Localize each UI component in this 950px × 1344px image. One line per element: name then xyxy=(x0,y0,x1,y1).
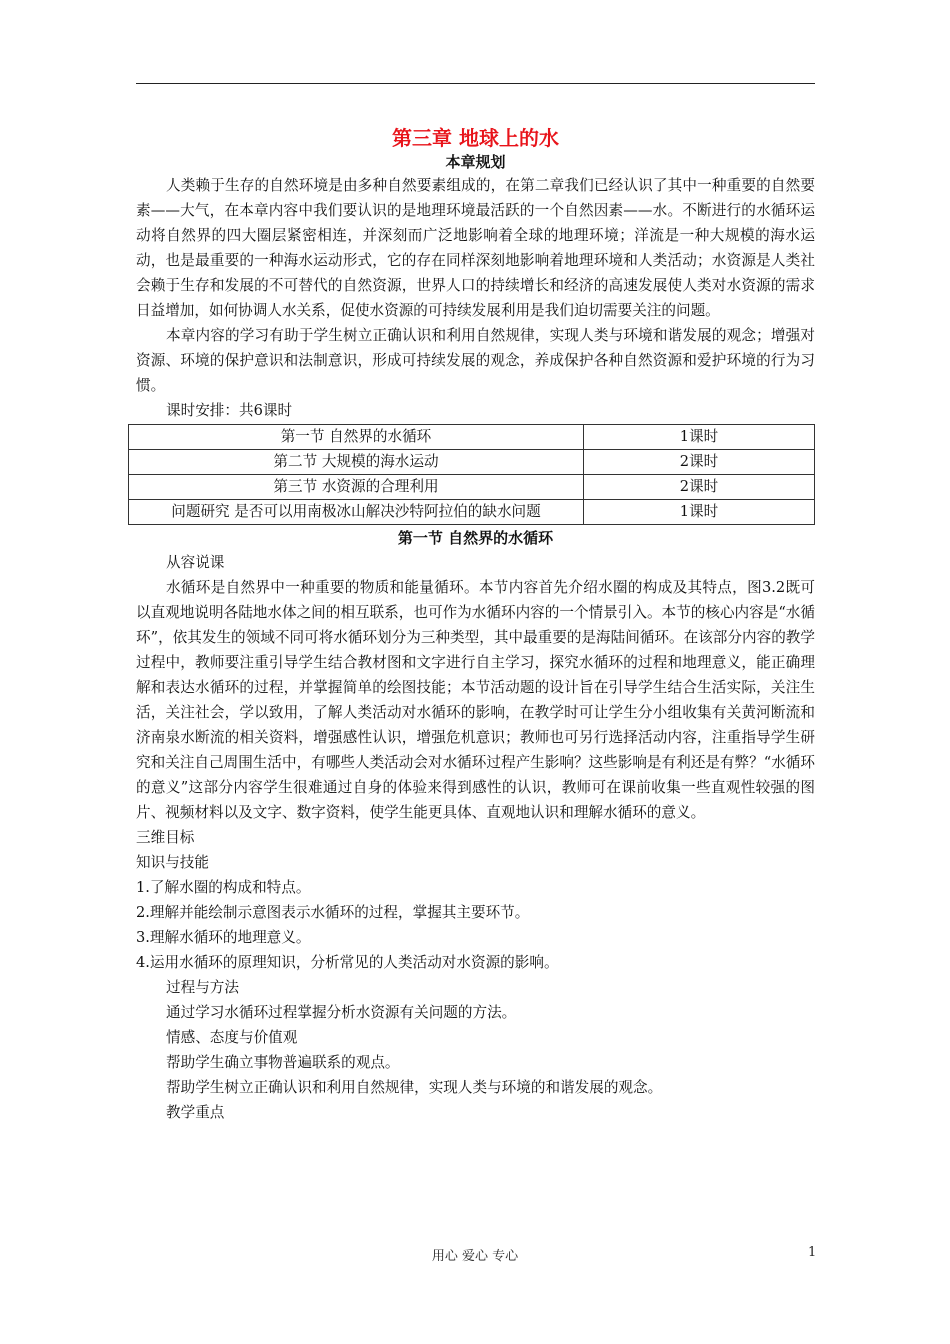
process-text: 通过学习水循环过程掌握分析水资源有关问题的方法。 xyxy=(166,1004,517,1021)
process-heading: 过程与方法 xyxy=(166,979,239,996)
section-title: 第一节 自然界的水循环 xyxy=(397,529,554,547)
schedule-label: 课时安排：共6课时 xyxy=(166,402,293,419)
chapter-plan-heading: 本章规划 xyxy=(445,153,506,171)
knowledge-item: 4.运用水循环的原理知识，分析常见的人类活动对水资源的影响。 xyxy=(136,954,559,971)
table-row xyxy=(129,425,815,450)
hours-cell: 2课时 xyxy=(584,450,815,475)
hours-cell: 1课时 xyxy=(584,425,815,450)
emotion-item: 帮助学生确立事物普遍联系的观点。 xyxy=(166,1054,400,1071)
lesson-cell: 第二节 大规模的海水运动 xyxy=(129,450,584,475)
knowledge-heading: 知识与技能 xyxy=(136,854,209,871)
emotion-heading: 情感、态度与价值观 xyxy=(166,1029,298,1046)
page-number: 1 xyxy=(808,1245,817,1260)
lesson-cell: 第三节 水资源的合理利用 xyxy=(129,475,584,500)
emotion-item: 帮助学生树立正确认识和利用自然规律，实现人类与环境的和谐发展的观念。 xyxy=(166,1079,663,1096)
document-body xyxy=(136,125,815,1125)
focus-heading: 教学重点 xyxy=(166,1104,225,1121)
knowledge-item: 3.理解水循环的地理意义。 xyxy=(136,929,311,946)
knowledge-item: 1.了解水圈的构成和特点。 xyxy=(136,879,311,896)
knowledge-item: 2.理解并能绘制示意图表示水循环的过程，掌握其主要环节。 xyxy=(136,904,530,921)
talk-heading: 从容说课 xyxy=(166,554,225,571)
table-row xyxy=(129,450,815,475)
table-row xyxy=(129,500,815,525)
chapter-title: 第三章 地球上的水 xyxy=(392,126,559,150)
hours-cell: 1课时 xyxy=(584,500,815,525)
goals-heading: 三维目标 xyxy=(136,829,195,846)
lesson-cell: 问题研究 是否可以用南极冰山解决沙特阿拉伯的缺水问题 xyxy=(129,500,584,525)
table-row xyxy=(129,475,815,500)
lesson-cell: 第一节 自然界的水循环 xyxy=(129,425,584,450)
talk-paragraph: 水循环是自然界中一种重要的物质和能量循环。本节内容首先介绍水圈的构成及其特点，图3.2既可以直观地说明各陆地水体之间的相互联系，也可作为水循环内容的一个情景引入。本节的核心内容是“水循环”，依其发生的领域不同可将水循环划分为三种类型，其中最重要的是海陆间循环。在该部分内容的教学过程中，教师要注重引导学生结合教材图和文字进行自主学习，探究水循环的过程和地理意义，能正确理解和表达水循环的过程，并掌握简单的绘图技能；本节活动题的设计旨在引导学生结合生活实际，关注生活，关注社会，学以致用，了解人类活动对水循环的影响，在教学时可让学生分小组收集有关黄河断流和济南泉水断流的相关资料，增强感性认识，增强危机意识；教师也可另行选择活动内容，注重指导学生研究和关注自己周围生活中，有哪些人类活动会对水循环过程产生影响？这些影响是有利还是有弊？“水循环的意义”这部分内容学生很难通过自身的体验来得到感性的认识，教师可在课前收集一些直观性较强的图片、视频材料以及文字、数字资料，使学生能更具体、直观地认识和理解水循环的意义。 xyxy=(136,579,815,821)
hours-cell: 2课时 xyxy=(584,475,815,500)
schedule-table xyxy=(128,424,815,525)
intro-paragraph-2: 本章内容的学习有助于学生树立正确认识和利用自然规律，实现人类与环境和谐发展的观念；增强对资源、环境的保护意识和法制意识，形成可持续发展的观念，养成保护各种自然资源和爱护环境的行为习惯。 xyxy=(136,327,815,394)
header-rule xyxy=(136,83,815,84)
footer-motto: 用心 爱心 专心 xyxy=(431,1249,519,1264)
intro-paragraph-1: 人类赖于生存的自然环境是由多种自然要素组成的，在第二章我们已经认识了其中一种重要的自然要素——大气，在本章内容中我们要认识的是地理环境最活跃的一个自然因素——水。不断进行的水循环运动将自然界的四大圈层紧密相连，并深刻而广泛地影响着全球的地理环境；洋流是一种大规模的海水运动，也是最重要的一种海水运动形式，它的存在同样深刻地影响着地理环境和人类活动；水资源是人类社会赖于生存和发展的不可替代的自然资源，世界人口的持续增长和经济的高速发展使人类对水资源的需求日益增加，如何协调人水关系，促使水资源的可持续发展利用是我们迫切需要关注的问题。 xyxy=(136,177,815,319)
